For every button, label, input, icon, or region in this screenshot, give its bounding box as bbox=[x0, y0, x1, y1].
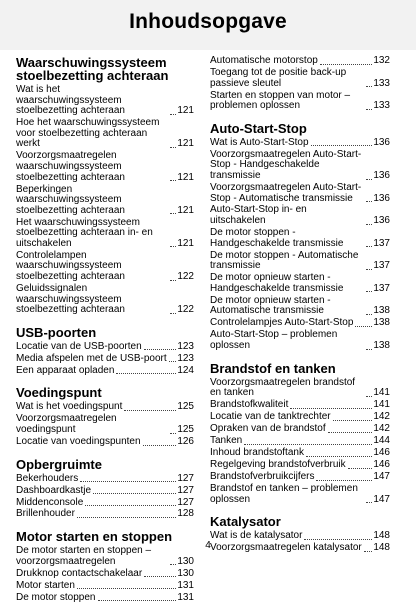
leader-dots bbox=[170, 113, 176, 115]
toc-entry-page: 138 bbox=[373, 305, 390, 317]
toc-entry-text: Voorzorgsmaatregelen Auto-Start-Stop - Handgeschakelde transmissie bbox=[210, 148, 362, 181]
toc-entry-page: 138 bbox=[373, 317, 390, 329]
toc-entry-page: 137 bbox=[373, 282, 390, 294]
toc-entry[interactable] bbox=[16, 474, 194, 485]
leader-dots bbox=[170, 432, 176, 434]
section-entries bbox=[210, 138, 390, 352]
toc-entry-page: 121 bbox=[177, 204, 194, 216]
toc-entry-text: Geluidssignalen waarschuwingssysteem stoelbezetting achteraan bbox=[16, 283, 125, 316]
toc-entry-page: 133 bbox=[373, 100, 390, 112]
leader-dots bbox=[80, 480, 176, 482]
leader-dots bbox=[316, 479, 372, 481]
toc-entry-text: Wat is het voedingspunt bbox=[16, 401, 123, 413]
toc-entry-page: 121 bbox=[177, 237, 194, 249]
toc-entry-text: De motor stoppen - Handgeschakelde transmissie bbox=[210, 227, 344, 249]
toc-entry[interactable] bbox=[210, 183, 390, 204]
toc-entry[interactable] bbox=[210, 448, 390, 459]
section-entries bbox=[16, 546, 194, 603]
leader-dots bbox=[366, 108, 372, 110]
toc-entry-page: 141 bbox=[373, 387, 390, 399]
toc-entry-text: Brandstofkwaliteit bbox=[210, 399, 289, 411]
toc-entry-page: 148 bbox=[373, 542, 390, 554]
toc-entry[interactable] bbox=[210, 296, 390, 317]
leader-dots bbox=[366, 268, 372, 270]
toc-entry[interactable] bbox=[210, 205, 390, 226]
toc-entry-page: 136 bbox=[373, 215, 390, 227]
toc-entry-page: 136 bbox=[373, 192, 390, 204]
toc-entry-text: Brillenhouder bbox=[16, 508, 75, 520]
leader-dots bbox=[143, 444, 177, 446]
toc-entry-page: 127 bbox=[177, 496, 194, 508]
toc-entry-page: 148 bbox=[373, 530, 390, 542]
toc-entry[interactable] bbox=[210, 228, 390, 249]
toc-entry-text: De motor stoppen bbox=[16, 591, 96, 603]
toc-entry[interactable] bbox=[16, 354, 194, 365]
section-entries bbox=[16, 85, 194, 316]
toc-entry-text: Starten en stoppen van motor – problemen oplossen bbox=[210, 89, 351, 112]
section-title: Brandstof en tanken bbox=[210, 360, 336, 376]
toc-entry[interactable] bbox=[16, 118, 194, 150]
toc-entry[interactable] bbox=[16, 342, 194, 353]
toc-section bbox=[210, 122, 390, 352]
toc-section bbox=[16, 386, 194, 447]
leader-dots bbox=[244, 443, 372, 445]
toc-entry[interactable] bbox=[16, 185, 194, 217]
leader-dots bbox=[169, 360, 177, 362]
toc-entry[interactable] bbox=[210, 460, 390, 471]
toc-entry[interactable] bbox=[16, 402, 194, 413]
leader-dots bbox=[170, 245, 176, 247]
leader-dots bbox=[85, 504, 176, 506]
toc-entry-page: 133 bbox=[373, 77, 390, 89]
toc-entry[interactable] bbox=[16, 251, 194, 283]
toc-entry-page: 142 bbox=[373, 411, 390, 423]
toc-entry[interactable] bbox=[210, 436, 390, 447]
toc-entry-page: 142 bbox=[373, 423, 390, 435]
toc-entry[interactable] bbox=[210, 424, 390, 435]
toc-entry[interactable] bbox=[210, 400, 390, 411]
leader-dots bbox=[77, 516, 176, 518]
toc-entry-text: Voorzorgsmaatregelen voedingspunt bbox=[16, 413, 117, 435]
section-title: Katalysator bbox=[210, 514, 281, 530]
toc-entry[interactable] bbox=[210, 412, 390, 423]
toc-entry-text: Brandstof en tanken – problemen oplossen bbox=[210, 483, 358, 505]
leader-dots bbox=[170, 179, 176, 181]
leader-dots bbox=[328, 431, 373, 433]
toc-entry-page: 123 bbox=[177, 340, 194, 352]
section-entries bbox=[16, 402, 194, 447]
leader-dots bbox=[366, 245, 372, 247]
toc-entry-text: Voorzorgsmaatregelen waarschuwingssysteem stoelbezetting achteraan bbox=[16, 150, 125, 183]
toc-entry-text: Toegang tot de positie back-up passieve sleutel bbox=[210, 66, 347, 89]
toc-entry-text: Locatie van de tanktrechter bbox=[210, 411, 331, 423]
leader-dots bbox=[311, 144, 373, 146]
toc-entry[interactable] bbox=[16, 569, 194, 580]
leader-dots bbox=[333, 419, 373, 421]
toc-entry-page: 136 bbox=[373, 169, 390, 181]
toc-entry-text: Locatie van voedingspunten bbox=[16, 435, 141, 447]
toc-entry-text: Beperkingen waarschuwingssysteem stoelbezetting achteraan bbox=[16, 183, 125, 216]
toc-entry-text: Regelgeving brandstofverbruik bbox=[210, 459, 346, 471]
toc-entry-text: Auto-Start-Stop – problemen oplossen bbox=[210, 329, 338, 351]
toc-entry[interactable] bbox=[16, 437, 194, 448]
toc-entry[interactable] bbox=[210, 150, 390, 182]
toc-entry-text: Media afspelen met de USB-poort bbox=[16, 352, 167, 364]
toc-entry-page: 138 bbox=[373, 339, 390, 351]
toc-entry-page: 137 bbox=[373, 237, 390, 249]
leader-dots bbox=[170, 146, 176, 148]
toc-entry-text: Brandstofverbruikcijfers bbox=[210, 471, 315, 483]
section-entries bbox=[210, 378, 390, 506]
leader-dots bbox=[124, 409, 176, 411]
toc-entry-page: 125 bbox=[177, 423, 194, 435]
toc-entry-page: 137 bbox=[373, 260, 390, 272]
toc-entry-text: Dashboardkastje bbox=[16, 484, 92, 496]
leader-dots bbox=[355, 325, 372, 327]
toc-entry[interactable] bbox=[210, 56, 390, 67]
leader-dots bbox=[366, 200, 372, 202]
section-entries bbox=[210, 56, 390, 112]
toc-entry[interactable] bbox=[210, 484, 390, 505]
toc-entry[interactable] bbox=[16, 509, 194, 520]
toc-entry-text: Controlelampen waarschuwingssysteem stoelbezetting achteraan bbox=[16, 249, 125, 283]
toc-entry[interactable] bbox=[210, 378, 390, 399]
toc-entry[interactable] bbox=[16, 498, 194, 509]
toc-entry-text: De motor opnieuw starten - Automatische transmissie bbox=[210, 294, 331, 317]
toc-entry[interactable] bbox=[16, 581, 194, 592]
toc-entry-page: 146 bbox=[373, 447, 390, 459]
toc-entry-text: De motor opnieuw starten - Handgeschakelde transmissie bbox=[210, 272, 344, 294]
section-title: Auto-Start-Stop bbox=[210, 120, 307, 136]
toc-entry[interactable] bbox=[16, 486, 194, 497]
toc-entry-text: Locatie van de USB-poorten bbox=[16, 340, 142, 352]
leader-dots bbox=[366, 501, 372, 503]
toc-entry-page: 147 bbox=[373, 471, 390, 483]
toc-section bbox=[16, 458, 194, 521]
toc-entry[interactable] bbox=[210, 251, 390, 272]
toc-entry-page: 125 bbox=[177, 401, 194, 413]
toc-entry-page: 123 bbox=[177, 352, 194, 364]
leader-dots bbox=[366, 348, 372, 350]
toc-right-column bbox=[210, 56, 390, 555]
toc-entry[interactable] bbox=[210, 330, 390, 351]
toc-entry-page: 121 bbox=[177, 171, 194, 183]
leader-dots bbox=[170, 212, 176, 214]
leader-dots bbox=[116, 372, 176, 374]
toc-entry-text: Tanken bbox=[210, 435, 243, 447]
toc-entry-text: Motor starten bbox=[16, 579, 75, 591]
toc-entry-page: 136 bbox=[373, 136, 390, 148]
toc-entry[interactable] bbox=[16, 414, 194, 435]
toc-section bbox=[210, 362, 390, 506]
toc-entry-page: 131 bbox=[177, 591, 194, 603]
leader-dots bbox=[366, 395, 372, 397]
toc-entry[interactable] bbox=[16, 593, 194, 604]
toc-entry-text: Wat is de katalysator bbox=[210, 530, 303, 542]
toc-entry-page: 121 bbox=[177, 138, 194, 150]
toc-entry-text: Een apparaat opladen bbox=[16, 364, 115, 376]
section-title: Waarschuwingssysteem stoelbezetting achteraan bbox=[16, 55, 169, 83]
toc-entry-text: Drukknop contactschakelaar bbox=[16, 567, 143, 579]
toc-entry-text: Wat is Auto-Start-Stop bbox=[210, 136, 309, 148]
leader-dots bbox=[77, 587, 176, 589]
section-title: USB-poorten bbox=[16, 324, 97, 340]
toc-entry-page: 146 bbox=[373, 459, 390, 471]
leader-dots bbox=[348, 467, 373, 469]
toc-entry-text: Hoe het waarschuwingssysteem voor stoelbezetting achteraan werkt bbox=[16, 117, 160, 150]
toc-entry[interactable] bbox=[16, 151, 194, 183]
toc-entry[interactable] bbox=[210, 318, 390, 329]
toc-entry-text: Voorzorgsmaatregelen katalysator bbox=[210, 542, 362, 554]
toc-entry-text: Voorzorgsmaatregelen brandstof en tanken bbox=[210, 376, 356, 399]
leader-dots bbox=[366, 178, 372, 180]
leader-dots bbox=[144, 348, 177, 350]
leader-dots bbox=[320, 63, 372, 65]
leader-dots bbox=[144, 575, 176, 577]
toc-entry[interactable] bbox=[210, 472, 390, 483]
toc-entry[interactable] bbox=[210, 273, 390, 294]
toc-entry-text: Het waarschuwingssysteem stoelbezetting achteraan in- en uitschakelen bbox=[16, 216, 153, 249]
toc-entry-page: 130 bbox=[177, 567, 194, 579]
toc-entry-text: Controlelampjes Auto-Start-Stop bbox=[210, 317, 354, 329]
toc-entry[interactable] bbox=[16, 85, 194, 117]
leader-dots bbox=[366, 290, 372, 292]
toc-entry[interactable] bbox=[16, 366, 194, 377]
toc-entry-text: Middenconsole bbox=[16, 496, 84, 508]
toc-entry-page: 147 bbox=[373, 493, 390, 505]
toc-entry-text: Automatische motorstop bbox=[210, 55, 318, 66]
toc-entry-page: 141 bbox=[373, 399, 390, 411]
toc-entry-page: 127 bbox=[177, 472, 194, 484]
toc-left-column bbox=[16, 56, 194, 605]
toc-entry[interactable] bbox=[16, 218, 194, 250]
toc-entry-page: 121 bbox=[177, 105, 194, 117]
leader-dots bbox=[98, 599, 177, 601]
toc-entry[interactable] bbox=[16, 284, 194, 316]
toc-section bbox=[16, 326, 194, 377]
toc-entry-page: 126 bbox=[177, 435, 194, 447]
section-entries bbox=[16, 342, 194, 377]
section-title: Motor starten en stoppen bbox=[16, 529, 173, 545]
leader-dots bbox=[290, 407, 372, 409]
section-entries bbox=[16, 474, 194, 521]
toc-entry-page: 144 bbox=[373, 435, 390, 447]
toc-entry-text: Bekerhouders bbox=[16, 472, 79, 484]
toc-entry-text: Opraken van de brandstof bbox=[210, 423, 326, 435]
section-title: Opbergruimte bbox=[16, 456, 102, 472]
toc-entry[interactable] bbox=[210, 91, 390, 112]
toc-entry-page: 132 bbox=[373, 55, 390, 66]
toc-entry-page: 122 bbox=[177, 271, 194, 283]
toc-entry-page: 127 bbox=[177, 484, 194, 496]
toc-entry-page: 122 bbox=[177, 304, 194, 316]
toc-entry[interactable] bbox=[210, 68, 390, 89]
toc-entry-text: Wat is het waarschuwingssysteem stoelbezetting achteraan bbox=[16, 84, 125, 117]
toc-entry-text: De motor stoppen - Automatische transmissie bbox=[210, 249, 359, 272]
leader-dots bbox=[366, 313, 372, 315]
toc-section bbox=[16, 56, 194, 316]
toc-entry[interactable] bbox=[210, 138, 390, 149]
toc-entry-page: 128 bbox=[177, 508, 194, 520]
leader-dots bbox=[366, 223, 372, 225]
toc-entry-page: 124 bbox=[177, 364, 194, 376]
leader-dots bbox=[170, 279, 176, 281]
section-title: Voedingspunt bbox=[16, 385, 102, 401]
leader-dots bbox=[366, 85, 372, 87]
toc-entry-text: Voorzorgsmaatregelen Auto-Start-Stop - Automatische transmissie bbox=[210, 181, 362, 204]
page-title: Inhoudsopgave bbox=[129, 10, 287, 33]
toc-entry-text: Auto-Start-Stop in- en uitschakelen bbox=[210, 204, 307, 227]
leader-dots bbox=[170, 312, 176, 314]
page-number: 4 bbox=[205, 540, 211, 551]
toc-entry-page: 130 bbox=[177, 555, 194, 567]
toc-entry-text: De motor starten en stoppen – voorzorgsmaatregelen bbox=[16, 545, 152, 567]
toc-entry-page: 131 bbox=[177, 579, 194, 591]
leader-dots bbox=[306, 455, 372, 457]
toc-entry-text: Inhoud brandstoftank bbox=[210, 447, 304, 459]
leader-dots bbox=[170, 563, 176, 565]
leader-dots bbox=[93, 492, 176, 494]
